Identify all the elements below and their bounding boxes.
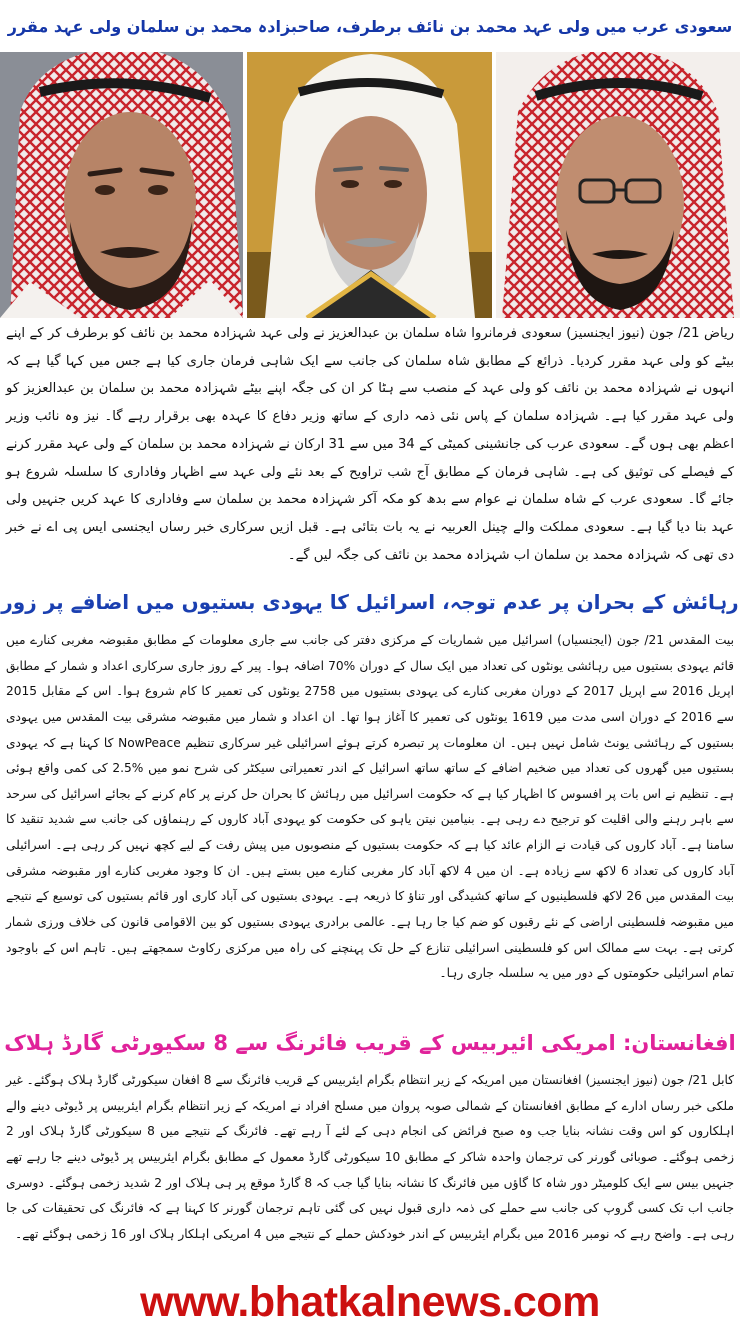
article-saudi-crown-prince: ریاض 21/ جون (نیوز ایجنسیز) سعودی فرمانروا شاہ سلمان بن عبدالعزیز نے ولی عہد شہزادہ محمد بن نائف کو برطرف کر کے اپنے بیٹے کو ولی عہد مقرر کردیا۔ ذرائع کے مطابق شاہ سلمان کی جانب سے ایک شاہی فرمان جاری کیا ہے جس میں کہا گیا ہے کہ انہوں نے شہزادہ محمد بن نائف کو ولی عہد کے منصب سے ہٹا کر ان کی جگہ اپنے بیٹے شہزادہ محمد بن سلمان بن عبدالعزیز کو ولی عہد مقرر کیا ہے۔ شہزادہ سلمان کے پاس نئی ذمہ داری کے ساتھ وزیر دفاع کا عہدہ بھی برقرار رہے گا۔ نیز وہ نائب وزیر اعظم بھی ہوں گے۔ سعودی عرب کی جانشینی کمیٹی کے 34 میں سے 31 ارکان نے شہزادہ محمد بن سلمان کے ولی عہد مقرر کرنے کے فیصلے کی توثیق کی ہے۔ شاہی فرمان کے مطابق آج شب تراویح کے بعد نئے ولی عہد سے اظہار وفاداری کا سلسلہ شروع ہو جائے گا۔ سعودی عرب کے شاہ سلمان نے عوام سے بدھ کو مکہ آکر شہزادہ محمد بن سلمان سے وفاداری کا عہد کریں جنہیں ولی عہد بنا دیا گیا ہے۔ سعودی مملکت والے چینل العربیہ نے یہ بات بتائی ہے۔ قبل ازیں سرکاری خبر رساں ایجنسی ایس پی اے نے خبر دی تھی کہ شہزادہ محمد بن سلمان اب شہزادہ محمد بن نائف کی جگہ لیں گے۔: [6, 326, 735, 563]
main-headline: سعودی عرب میں ولی عہد محمد بن نائف برطرف، صاحبزادہ محمد بن سلمان ولی عہد مقرر: [7, 17, 733, 36]
portrait-left: [0, 52, 243, 318]
article-israel-settlements: بیت المقدس 21/ جون (ایجنسیاں) اسرائیل میں شماریات کے مرکزی دفتر کی جانب سے جاری معلومات کے مطابق مقبوضہ مغربی کنارے میں قائم یہودی بستیوں میں رہائشی یونٹوں کی تعداد میں ایک سال کے دوران %70 اضافہ ہوا۔ پیر کے روز جاری سرکاری اعداد و شمار کے مطابق اپریل 2016 سے اپریل 2017 کے دوران مغربی کنارے کی یہودی بستیوں میں 2758 یونٹوں کی تعمیر کا کام شروع ہوا۔ اس کے مقابل 2015 سے 2016 کے دوران اسی مدت میں 1619 یونٹوں کی تعمیر کا آغاز ہوا تھا۔ ان اعداد و شمار میں مقبوضہ مشرقی بیت المقدس میں یہودی بستیوں کے رہائشی یونٹ شامل نہیں ہیں۔ ان معلومات پر تبصرہ کرتے ہوئے اسرائیلی غیر سرکاری تنظیم NowPeace کا کہنا ہے کہ یہودی بستیوں میں گھروں کی تعداد میں ضخیم اضافے کے ساتھ ساتھ اسرائیل کے اندر تعمیراتی سیکٹر کی شرح نمو میں %2.5 کی کمی واقع ہوئی ہے۔ تنظیم نے اس بات پر افسوس کا اظہار کیا ہے کہ حکومت اسرائیل میں رہائش کا بحران حل کرنے پر کام کرنے کے بجائے اسرائیل کی سرحد سے باہر رہنے والی اقلیت کو ترجیح دے رہی ہے۔ بنیامین نیتن یاہو کی حکومت کو یہودی آباد کاروں کے رہنماؤں کی جانب سے شدید تنقید کا سامنا ہے۔ آباد کاروں کی قیادت نے الزام عائد کیا ہے کہ حکومت بستیوں کے منصوبوں میں پیش رفت کے لیے کچھ نہیں کر رہی ہے۔ اسرائیلی آباد کاروں کی تعداد 6 لاکھ سے زیادہ ہے۔ ان میں 4 لاکھ آباد کار مغربی کنارے میں بستے ہیں۔ ان کا وجود مغربی کنارے اور مقبوضہ مشرقی بیت المقدس میں 26 لاکھ فلسطینیوں کے ساتھ کشیدگی اور تناؤ کا ذریعہ ہے۔ یہودی بستیوں کی آباد کاری اور قائم بستیوں کی توسیع کے نتیجے میں مقبوضہ فلسطینی اراضی کے نئے رقبوں کو ضم کیا جا رہا ہے۔ عالمی برادری یہودی بستیوں کو بین الاقوامی قانون کی خلاف ورزی شمار کرتی ہے۔ بہت سے ممالک اس کو فلسطینی اسرائیلی تنازع کے حل تک پہنچنے کی راہ میں مرکزی رکاوٹ سمجھتے ہیں۔ تاہم اس کے باوجود تمام اسرائیلی حکومتوں کے دور میں یہ سلسلہ جاری رہا۔: [6, 633, 735, 981]
portrait-king-keffiyeh-icon: [247, 52, 492, 318]
article-afghanistan-airbase: کابل 21/ جون (نیوز ایجنسیز) افغانستان میں امریکہ کے زیر انتظام بگرام ایئربیس کے قریب فائرنگ سے 8 افغان سیکورٹی گارڈ ہلاک ہوگئے۔ غیر ملکی خبر رساں ادارے کے مطابق افغانستان کے شمالی صوبہ پروان میں مسلح افراد نے امریکہ کے زیر انتظام بگرام ایئربیس پر ڈیوٹی دینے والے اہلکاروں کو اس وقت نشانہ بنایا جب وہ صبح فرائض کی انجام دہی کے لئے آ رہے تھے۔ فائرنگ کے نتیجے میں 8 سیکورٹی گارڈ ہلاک اور 2 زخمی ہوگئے۔ صوبائی گورنر کی ترجمان واحدہ شاکر کے مطابق 10 سیکورٹی گارڈ معمول کے مطابق بگرام ایئربیس پر ڈیوٹی دینے جا رہے تھے جنہیں بیس سے ایک کلومیٹر دور شاہ کا گاؤں میں فائرنگ کا نشانہ بنایا گیا جب کہ 8 گارڈ موقع پر ہی ہلاک اور 2 شدید زخمی ہوگئے۔ دوسری جانب اب تک کسی گروپ کی جانب سے حملے کی ذمہ داری قبول نہیں کی گئی تاہم ترجمان گورنر کا کہنا ہے کہ فائرنگ کی تحقیقات کی جا رہی ہے۔ واضح رہے کہ نومبر 2016 میں بگرام ایئربیس کے اندر خودکش حملے کے نتیجے میں 4 امریکی اہلکار ہلاک اور 16 زخمی ہوگئے تھے۔: [6, 1073, 734, 1241]
portrait-center: [247, 52, 492, 318]
portrait-young-man-keffiyeh-icon: [0, 52, 243, 318]
afghanistan-headline: افغانستان: امریکی ائیربیس کے قریب فائرنگ سے 8 سکیورٹی گارڈ ہلاک: [4, 1031, 736, 1055]
portrait-right: [496, 52, 740, 318]
portrait-man-glasses-keffiyeh-icon: [496, 52, 740, 318]
israel-headline: رہائش کے بحران پر عدم توجہ، اسرائیل کا یہودی بستیوں میں اضافے پر زور: [1, 590, 739, 614]
photo-strip: [0, 52, 740, 318]
site-footer[interactable]: www.bhatkalnews.com: [140, 1278, 600, 1326]
